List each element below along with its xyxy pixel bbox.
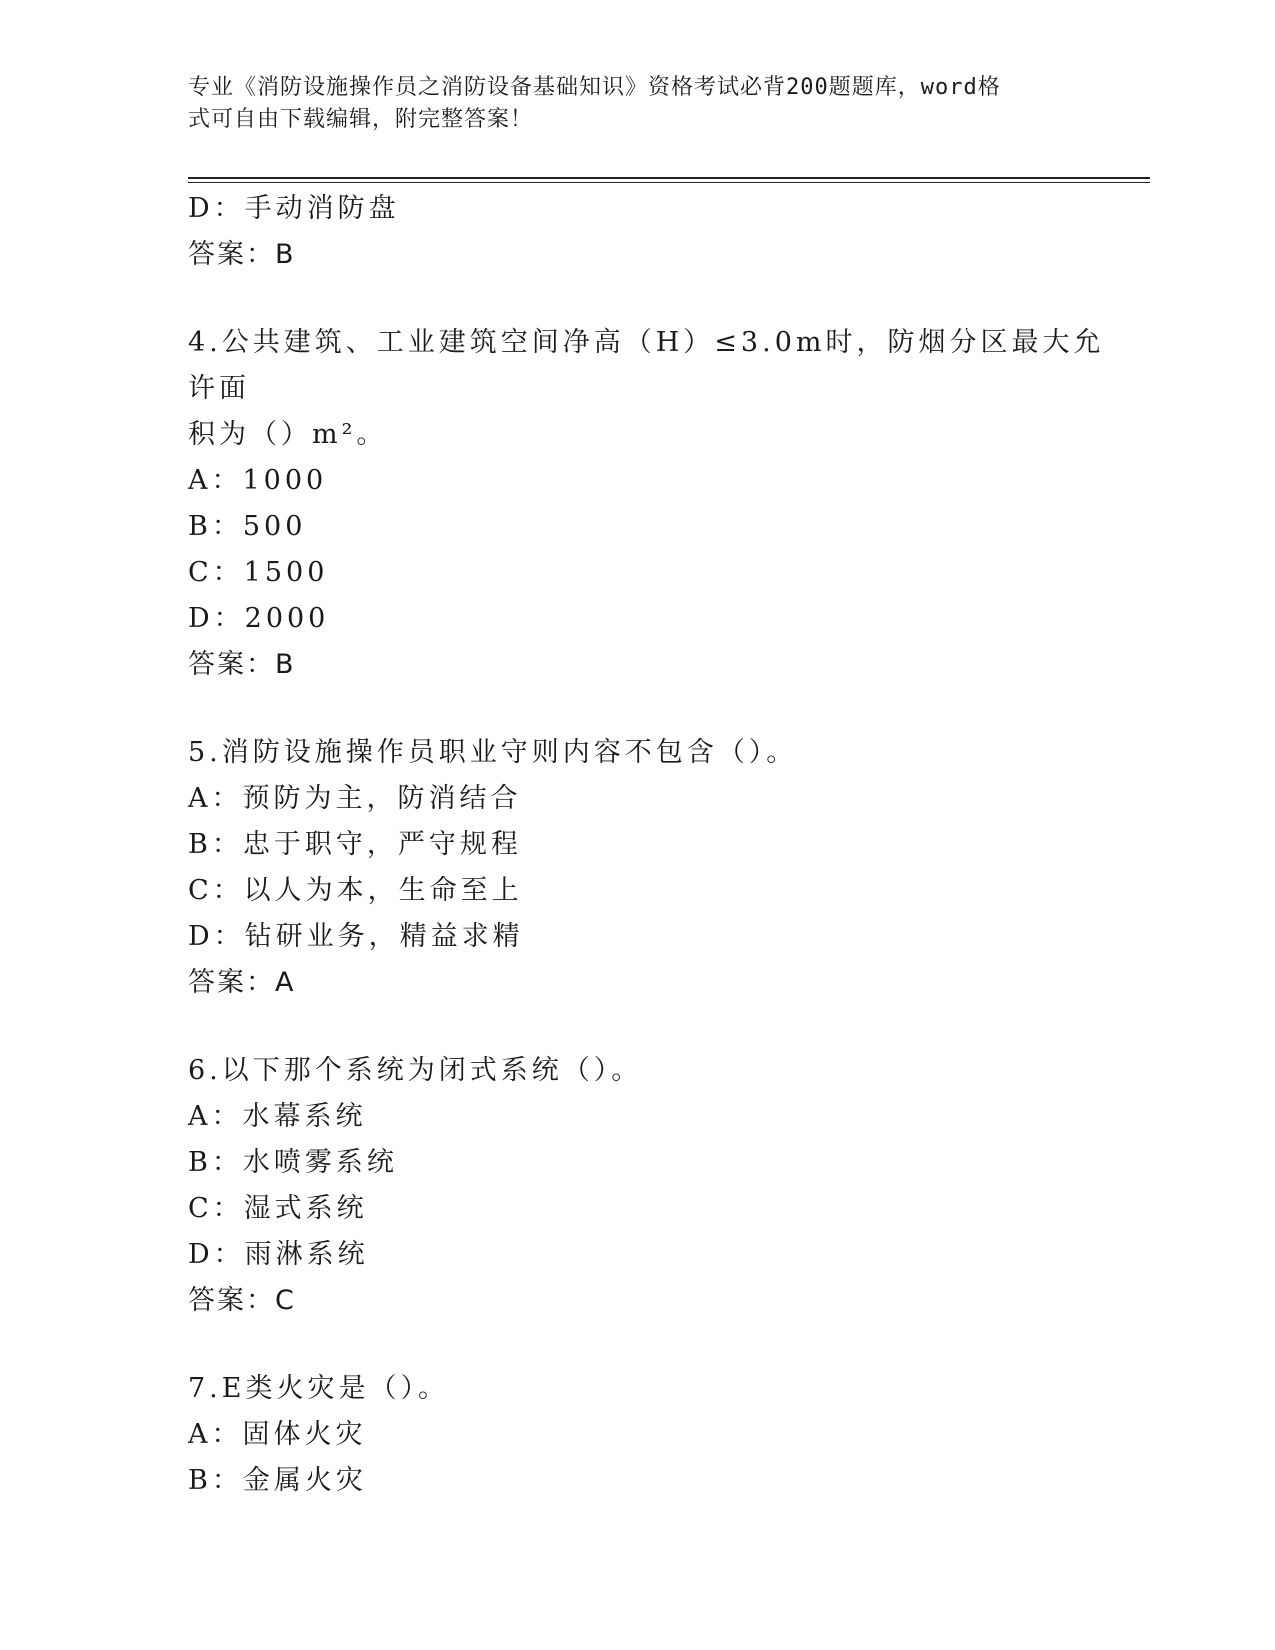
option-a: A：预防为主，防消结合 (188, 783, 522, 814)
option-a: A：1000 (188, 465, 328, 496)
question-5 (188, 730, 1108, 1006)
option-c: C：湿式系统 (188, 1193, 368, 1224)
header-line-2: 式可自由下载编辑，附完整答案！ (188, 107, 534, 132)
option-b: B：忠于职守，严守规程 (188, 829, 522, 860)
option-c: C：1500 (188, 557, 329, 588)
option-a: A：固体火灾 (188, 1419, 367, 1450)
answer-line: 答案：B (188, 239, 296, 270)
option-b: B：金属火灾 (188, 1465, 367, 1496)
question-text-cont: 积为（）m²。 (188, 419, 388, 450)
answer-line: 答案：A (188, 967, 296, 998)
question-text: 4.公共建筑、工业建筑空间净高（H）≤3.0m时，防烟分区最大允许面 (188, 327, 1105, 404)
header-divider (188, 177, 1150, 179)
option-b: B：水喷雾系统 (188, 1147, 398, 1178)
question-text: 5.消防设施操作员职业守则内容不包含（）。 (188, 737, 798, 768)
option-d: D：手动消防盘 (188, 193, 400, 224)
option-d: D：钻研业务，精益求精 (188, 921, 524, 952)
question-4 (188, 320, 1108, 688)
header-line-1: 专业《消防设施操作员之消防设备基础知识》资格考试必背200题题库，word格 (188, 75, 1001, 100)
question-text: 7.E类火灾是（）。 (188, 1373, 449, 1404)
option-c: C：以人为本，生命至上 (188, 875, 523, 906)
option-a: A：水幕系统 (188, 1101, 367, 1132)
answer-line: 答案：B (188, 649, 296, 680)
option-d: D：2000 (188, 603, 330, 634)
question-text: 6.以下那个系统为闭式系统（）。 (188, 1055, 643, 1086)
header-divider-thin (188, 182, 1150, 183)
question-6 (188, 1048, 1108, 1324)
document-header (188, 72, 1068, 136)
option-b: B：500 (188, 511, 307, 542)
option-d: D：雨淋系统 (188, 1239, 369, 1270)
previous-question-tail (188, 186, 1108, 278)
question-7 (188, 1366, 1108, 1504)
answer-line: 答案：C (188, 1285, 296, 1316)
document-body (188, 186, 1108, 1504)
